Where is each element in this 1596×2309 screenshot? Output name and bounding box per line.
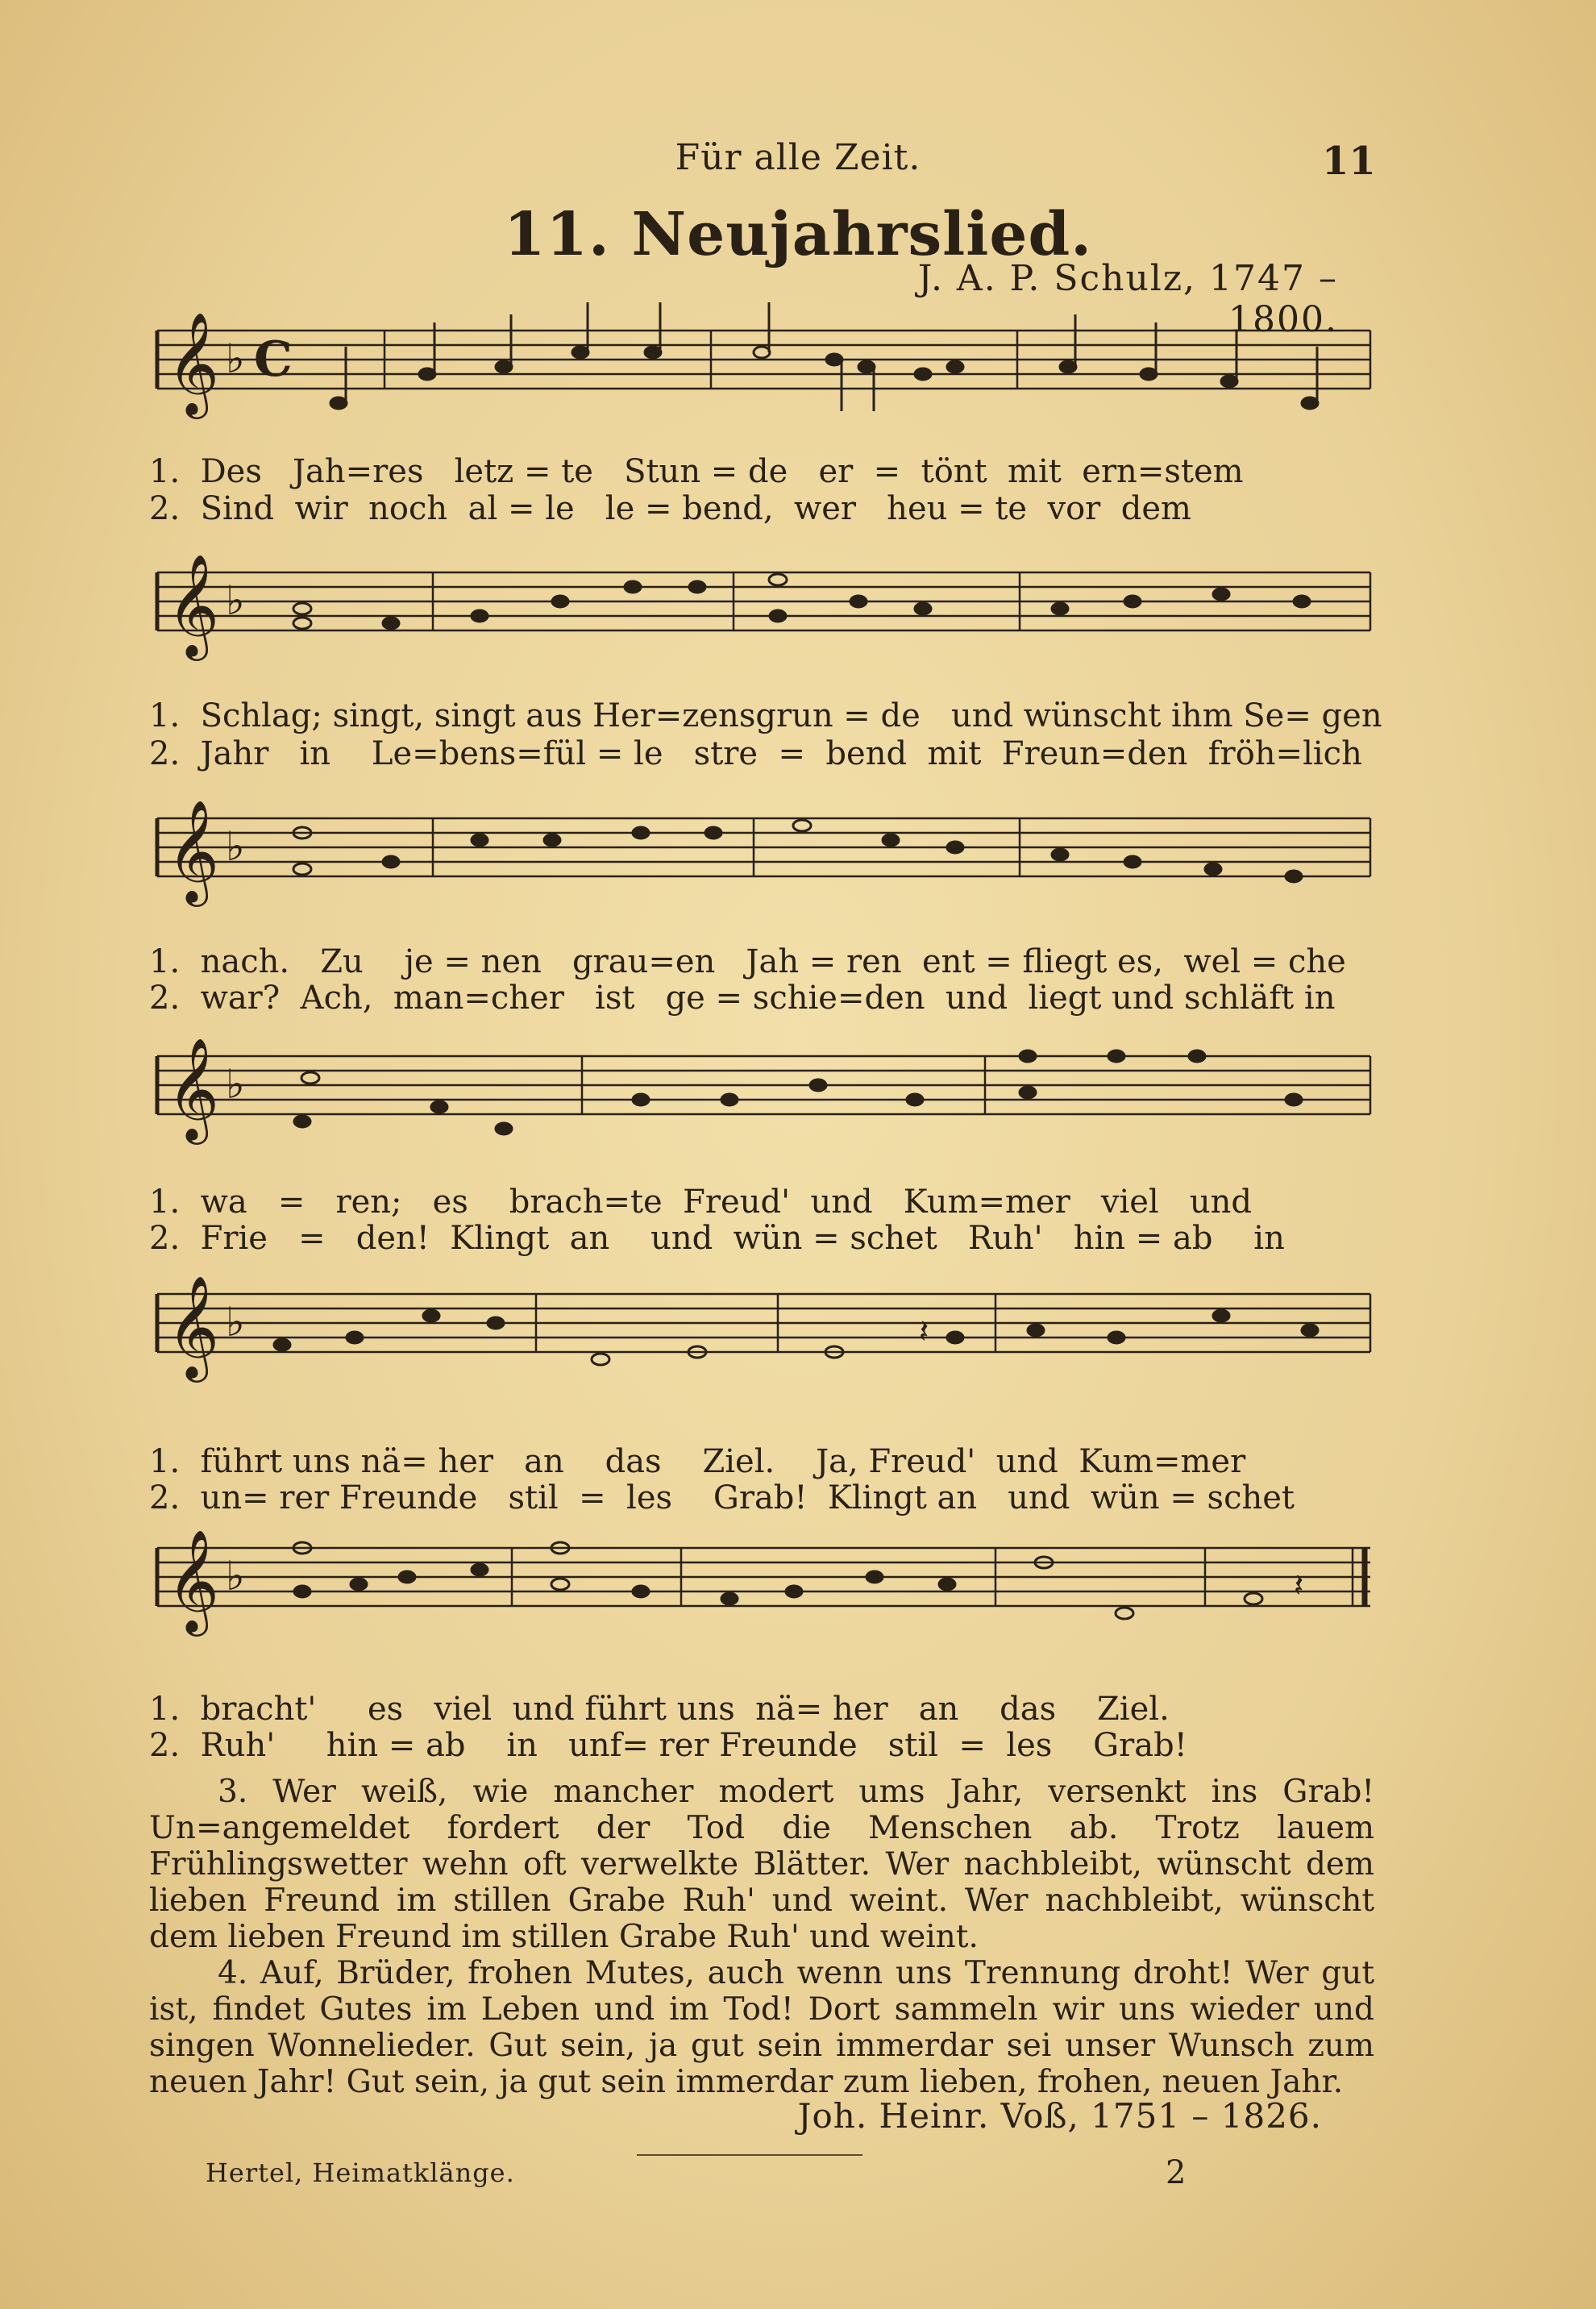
lyric-line-3-verse-1: 1. nach. Zu je = nen grau=en Jah = ren ent = fliegt es, wel = che [149,943,1346,980]
treble-clef-icon: 𝄞 [167,1529,220,1632]
treble-clef-icon: 𝄞 [167,553,220,656]
lyric-line-4-verse-2: 2. Frie = den! Klingt an und wün = schet Ruh' hin = ab in [149,1220,1285,1257]
flat-icon: ♭ [226,1553,245,1600]
treble-clef-icon: 𝄞 [167,311,220,414]
lyric-line-1-verse-2: 2. Sind wir noch al = le le = bend, wer heu = te vor dem [149,490,1191,527]
flat-icon: ♭ [226,1299,245,1346]
lyric-line-6-verse-1: 1. bracht' es viel und führt uns nä= her an das Ziel. [149,1691,1170,1728]
composer-credit: J. A. P. Schulz, 1747 – 1800. [917,258,1338,340]
song-title: 11. Neujahrslied. [503,200,1092,269]
lyricist-credit: Joh. Heinr. Voß, 1751 – 1826. [797,2096,1322,2136]
footer-rule [637,2154,862,2156]
verse-4: 4. Auf, Brüder, frohen Mutes, auch wenn uns Trennung droht! Wer gut ist, findet Gutes im Leben und im Tod! Dort sammeln wir uns wieder und singen Wonnelieder. Gut sein, ja gut sein immerdar sei unser Wunsch zum neuen Jahr! Gut sein, ja gut sein immerdar zum lieben, frohen, neuen Jahr. [149,1955,1374,2100]
svg-text:𝄽: 𝄽 [1294,1567,1304,1604]
verse-3: 3. Wer weiß, wie mancher modert ums Jahr, versenkt ins Grab! Un=angemeldet fordert der Tod die Menschen ab. Trotz lauem Frühlingswetter wehn oft verwelkte Blätter. Wer nachbleibt, wünscht dem lieben Freund im stillen Grabe Ruh' und weint. Wer nachbleibt, wünscht dem lieben Freund im stillen Grabe Ruh' und weint. [149,1774,1374,1955]
treble-clef-icon: 𝄞 [167,799,220,902]
treble-clef-icon: 𝄞 [167,1275,220,1378]
flat-icon: ♭ [226,823,245,870]
lyric-line-2-verse-1: 1. Schlag; singt, singt aus Her=zensgrun = de und wünscht ihm Se= gen [149,697,1382,734]
staff-6 [149,1516,1374,1677]
staff-4 [149,1024,1374,1169]
staff-2 [149,540,1374,693]
staff-1 [149,298,1374,451]
flat-icon: ♭ [226,577,245,624]
flat-icon: ♭ [226,335,245,382]
music-system-3 [149,786,1374,1017]
lyric-line-5-verse-1: 1. führt uns nä= her an das Ziel. Ja, Freud' und Kum=mer [149,1443,1246,1480]
signature-mark: 2 [1166,2154,1187,2191]
page-number: 11 [1322,139,1376,184]
lyric-line-6-verse-2: 2. Ruh' hin = ab in unf= rer Freunde stil = les Grab! [149,1727,1187,1764]
lyric-line-5-verse-2: 2. un= rer Freunde stil = les Grab! Klingt an und wün = schet [149,1479,1295,1516]
lyric-line-4-verse-1: 1. wa = ren; es brach=te Freud' und Kum=mer viel und [149,1184,1252,1221]
additional-verses [149,1774,1374,2100]
treble-clef-icon: 𝄞 [167,1037,220,1140]
staff-3 [149,786,1374,939]
publisher-footer: Hertel, Heimatklänge. [206,2157,515,2188]
music-system-4 [149,1024,1374,1257]
running-head: Für alle Zeit. [675,137,921,178]
flat-icon: ♭ [226,1061,245,1108]
music-system-2 [149,540,1382,772]
music-system-1 [149,298,1374,527]
common-time-icon: C [254,331,293,388]
music-system-6 [149,1516,1374,1764]
lyric-line-3-verse-2: 2. war? Ach, man=cher ist ge = schie=den und liegt und schläft in [149,980,1336,1017]
music-system-5 [149,1262,1374,1516]
lyric-line-2-verse-2: 2. Jahr in Le=bens=fül = le stre = bend mit Freun=den fröh=lich [149,735,1362,772]
lyric-line-1-verse-1: 1. Des Jah=res letz = te Stun = de er = tönt mit ern=stem [149,453,1244,490]
svg-text:𝄽: 𝄽 [919,1313,929,1350]
staff-5 [149,1262,1374,1415]
